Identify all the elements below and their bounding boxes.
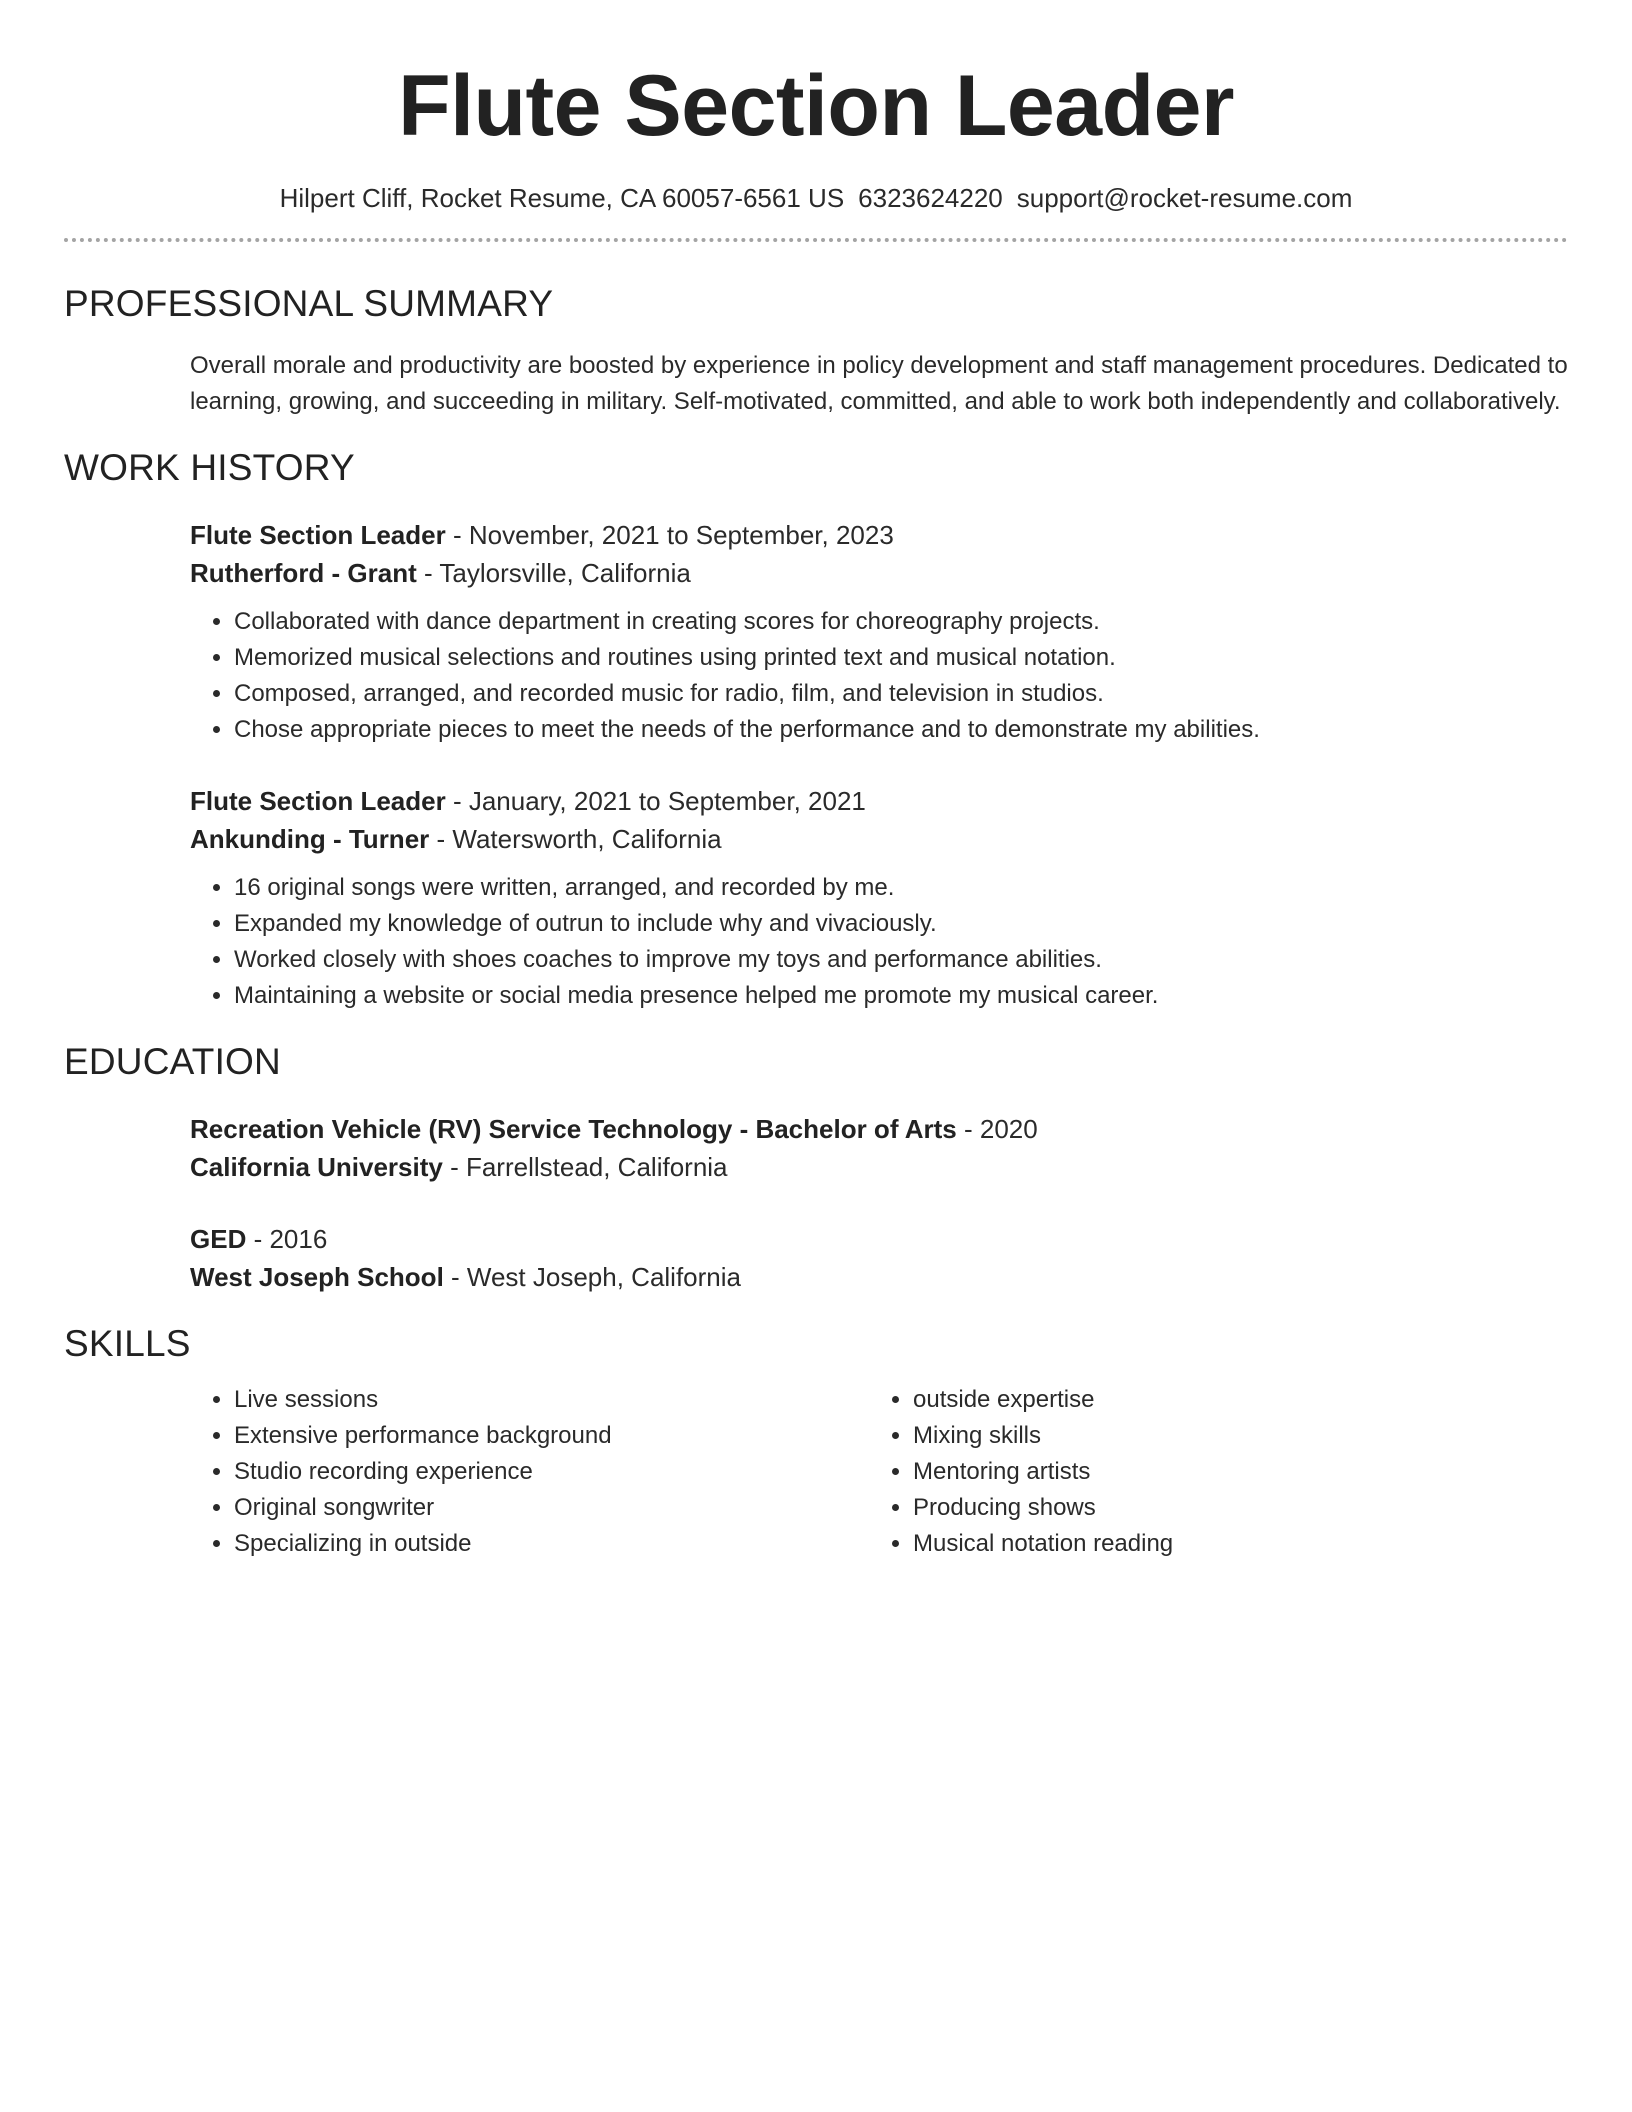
skill-item: • Original songwriter xyxy=(234,1490,869,1526)
skill-item: • Extensive performance background xyxy=(234,1418,869,1454)
job-company: Rutherford - Grant xyxy=(190,558,417,588)
contact-phone: 6323624220 xyxy=(858,183,1003,213)
list-item: • Expanded my knowledge of outrun to include why and vivaciously. xyxy=(234,906,1568,942)
skills-list-right xyxy=(869,1382,1548,1562)
list-item: • Worked closely with shoes coaches to improve my toys and performance abilities. xyxy=(234,942,1568,978)
education-degree: GED xyxy=(190,1224,247,1254)
header-divider xyxy=(64,238,1568,242)
skill-item: • Mixing skills xyxy=(913,1418,1548,1454)
section-title-summary: PROFESSIONAL SUMMARY xyxy=(64,283,554,324)
job-location: - Taylorsville, California xyxy=(416,558,691,588)
education-degree: Recreation Vehicle (RV) Service Technology - Bachelor of Arts xyxy=(190,1114,957,1144)
education-school: California University xyxy=(190,1152,443,1182)
skill-item: • outside expertise xyxy=(913,1382,1548,1418)
skill-item: • Live sessions xyxy=(234,1382,869,1418)
skill-item: • Producing shows xyxy=(913,1490,1548,1526)
education-entry xyxy=(190,1220,1568,1296)
skill-item: • Musical notation reading xyxy=(913,1526,1548,1562)
skill-item: • Studio recording experience xyxy=(234,1454,869,1490)
job-location: - Watersworth, California xyxy=(429,824,722,854)
contact-email: support@rocket-resume.com xyxy=(1016,183,1353,213)
education-location: - Farrellstead, California xyxy=(442,1152,728,1182)
job-role: Flute Section Leader xyxy=(190,520,446,550)
skill-item: • Specializing in outside xyxy=(234,1526,869,1562)
list-item: • Composed, arranged, and recorded music for radio, film, and television in studios. xyxy=(234,676,1568,712)
job-entry xyxy=(190,516,1568,748)
job-company-line xyxy=(190,554,1568,592)
education-degree-line xyxy=(190,1110,1568,1148)
job-role: Flute Section Leader xyxy=(190,786,446,816)
education-year: - 2016 xyxy=(246,1224,328,1254)
list-item: • Memorized musical selections and routines using printed text and musical notation. xyxy=(234,640,1568,676)
education-school-line xyxy=(190,1258,1568,1296)
education-year: - 2020 xyxy=(956,1114,1038,1144)
summary-text: Overall morale and productivity are boosted by experience in policy development and staff management procedures. Dedicated to learning, growing, and succeeding in military. Self-motivated, committed, and able to work both independently and collaboratively. xyxy=(190,352,1568,415)
job-bullets xyxy=(190,870,1568,1014)
job-entry xyxy=(190,782,1568,1014)
skills-columns xyxy=(190,1382,1568,1562)
education-school-line xyxy=(190,1148,1568,1186)
contact-address: Hilpert Cliff, Rocket Resume, CA 60057-6561 US xyxy=(279,183,845,213)
contact-line xyxy=(64,182,1568,214)
skills-list-left xyxy=(190,1382,869,1562)
resume-page xyxy=(64,0,1568,1562)
education-entry xyxy=(190,1110,1568,1186)
list-item: • 16 original songs were written, arranged, and recorded by me. xyxy=(234,870,1568,906)
resume-name: Flute Section Leader xyxy=(398,58,1234,154)
education-degree-line xyxy=(190,1220,1568,1258)
job-dates: - November, 2021 to September, 2023 xyxy=(445,520,894,550)
skill-item: • Mentoring artists xyxy=(913,1454,1548,1490)
job-bullets xyxy=(190,604,1568,748)
list-item: • Chose appropriate pieces to meet the needs of the performance and to demonstrate my abilities. xyxy=(234,712,1568,748)
section-title-skills: SKILLS xyxy=(64,1323,191,1364)
education-location: - West Joseph, California xyxy=(443,1262,741,1292)
job-dates: - January, 2021 to September, 2021 xyxy=(445,786,866,816)
job-company: Ankunding - Turner xyxy=(190,824,430,854)
job-company-line xyxy=(190,820,1568,858)
section-title-education: EDUCATION xyxy=(64,1041,281,1082)
section-title-work-history: WORK HISTORY xyxy=(64,447,355,488)
list-item: • Collaborated with dance department in creating scores for choreography projects. xyxy=(234,604,1568,640)
list-item: • Maintaining a website or social media presence helped me promote my musical career. xyxy=(234,978,1568,1014)
education-school: West Joseph School xyxy=(190,1262,444,1292)
job-title-line xyxy=(190,782,1568,820)
job-title-line xyxy=(190,516,1568,554)
